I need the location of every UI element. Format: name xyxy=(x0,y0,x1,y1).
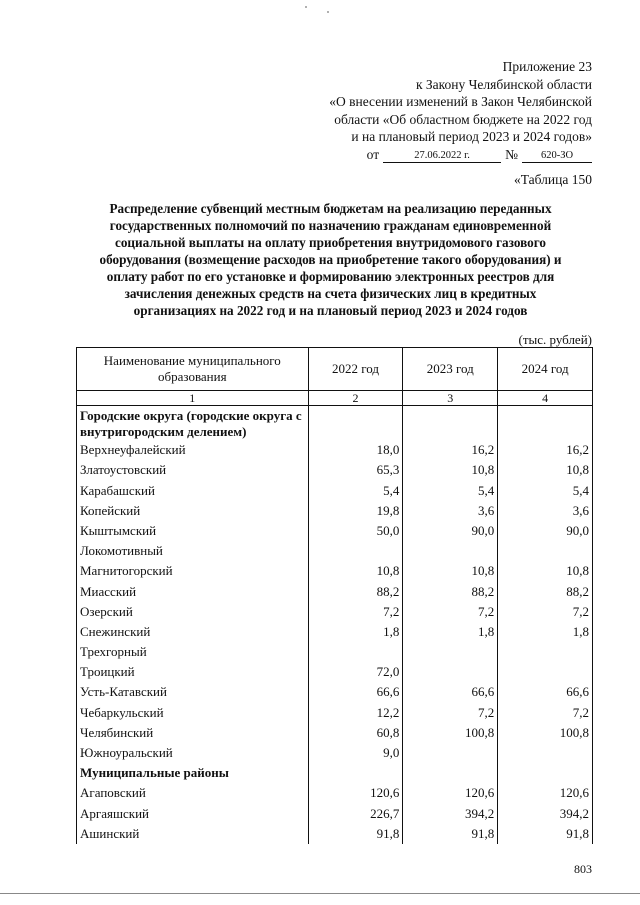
cell-municipality: Усть-Катавский xyxy=(77,682,309,702)
cell-2022: 65,3 xyxy=(308,460,403,480)
cell-2022: 7,2 xyxy=(308,602,403,622)
cell-2023: 90,0 xyxy=(403,521,498,541)
cell-2024 xyxy=(498,743,593,763)
cell-2023: 88,2 xyxy=(403,581,498,601)
cell-2023: 10,8 xyxy=(403,460,498,480)
cell-municipality: Трехгорный xyxy=(77,642,309,662)
appendix-line-1: Приложение 23 xyxy=(502,59,592,74)
appendix-line-5: и на плановый период 2023 и 2024 годов» xyxy=(351,129,592,144)
cell-2024 xyxy=(498,763,593,783)
cell-2024: 10,8 xyxy=(498,460,593,480)
cell-2024: 91,8 xyxy=(498,824,593,844)
cell-2024: 88,2 xyxy=(498,581,593,601)
cell-municipality: Чебаркульский xyxy=(77,702,309,722)
appendix-header xyxy=(232,58,592,163)
table-row xyxy=(77,581,593,601)
column-number-3: 3 xyxy=(403,391,498,406)
column-number-row xyxy=(77,391,593,406)
cell-2023: 7,2 xyxy=(403,602,498,622)
cell-municipality: Магнитогорский xyxy=(77,561,309,581)
subsidy-table xyxy=(76,347,593,844)
cell-municipality: Верхнеуфалейский xyxy=(77,440,309,460)
table-row xyxy=(77,743,593,763)
cell-2023: 10,8 xyxy=(403,561,498,581)
cell-2024: 16,2 xyxy=(498,440,593,460)
table-row xyxy=(77,480,593,500)
page-number: 803 xyxy=(574,862,592,876)
cell-2024 xyxy=(498,406,593,441)
column-header-name: Наименование муниципального образования xyxy=(77,348,309,391)
table-row xyxy=(77,460,593,480)
cell-2023 xyxy=(403,662,498,682)
scan-artifact xyxy=(327,11,329,13)
cell-2022: 9,0 xyxy=(308,743,403,763)
cell-2024: 7,2 xyxy=(498,602,593,622)
cell-2023 xyxy=(403,541,498,561)
cell-2024 xyxy=(498,642,593,662)
cell-municipality: Троицкий xyxy=(77,662,309,682)
cell-2023: 100,8 xyxy=(403,723,498,743)
cell-2024: 66,6 xyxy=(498,682,593,702)
table-row xyxy=(77,783,593,803)
column-header-2023: 2023 год xyxy=(403,348,498,391)
cell-2023: 91,8 xyxy=(403,824,498,844)
table-row xyxy=(77,662,593,682)
law-date: 27.06.2022 г. xyxy=(383,149,501,163)
cell-2022 xyxy=(308,406,403,441)
cell-2024: 3,6 xyxy=(498,501,593,521)
cell-2022: 60,8 xyxy=(308,723,403,743)
cell-municipality: Копейский xyxy=(77,501,309,521)
section-row xyxy=(77,406,593,441)
cell-2022: 18,0 xyxy=(308,440,403,460)
cell-2024: 100,8 xyxy=(498,723,593,743)
cell-2023: 120,6 xyxy=(403,783,498,803)
table-row xyxy=(77,440,593,460)
table-row xyxy=(77,561,593,581)
column-number-2: 2 xyxy=(308,391,403,406)
cell-2024: 1,8 xyxy=(498,622,593,642)
cell-2023: 3,6 xyxy=(403,501,498,521)
cell-2023: 16,2 xyxy=(403,440,498,460)
cell-2024: 90,0 xyxy=(498,521,593,541)
law-number: 620-ЗО xyxy=(522,149,592,163)
cell-municipality: Городские округа (городские округа с внутригородским делением) xyxy=(77,406,309,441)
cell-2024 xyxy=(498,541,593,561)
cell-2023: 5,4 xyxy=(403,480,498,500)
cell-2024: 5,4 xyxy=(498,480,593,500)
cell-2022: 1,8 xyxy=(308,622,403,642)
cell-2023: 66,6 xyxy=(403,682,498,702)
cell-2023: 7,2 xyxy=(403,702,498,722)
cell-2023 xyxy=(403,642,498,662)
scan-bottom-edge xyxy=(0,893,640,894)
cell-2022: 88,2 xyxy=(308,581,403,601)
cell-municipality: Златоустовский xyxy=(77,460,309,480)
cell-2024 xyxy=(498,662,593,682)
table-header-row xyxy=(77,348,593,391)
table-row xyxy=(77,642,593,662)
table-row xyxy=(77,521,593,541)
cell-2022 xyxy=(308,541,403,561)
cell-2023: 394,2 xyxy=(403,803,498,823)
cell-2022 xyxy=(308,763,403,783)
cell-2022: 12,2 xyxy=(308,702,403,722)
cell-2023 xyxy=(403,763,498,783)
cell-municipality: Миасский xyxy=(77,581,309,601)
column-header-2022: 2022 год xyxy=(308,348,403,391)
table-label: «Таблица 150 xyxy=(514,172,592,187)
document-title: Распределение субвенций местным бюджетам на реализацию переданных государственных полномочий по назначению гражданам единовременной социальной выплаты на оплату приобретения внутридомового газового оборудования (возмещение расходов на приобретение такого оборудования) и оплату работ по его установке и формированию электронных реестров для зачисления денежных средств на счета физических лиц в кредитных организациях на 2022 год и на плановый период 2023 и 2024 годов xyxy=(99,201,562,318)
cell-municipality: Кыштымский xyxy=(77,521,309,541)
law-signature-row xyxy=(232,146,592,164)
table-row xyxy=(77,824,593,844)
cell-municipality: Челябинский xyxy=(77,723,309,743)
cell-2024: 394,2 xyxy=(498,803,593,823)
cell-2022: 19,8 xyxy=(308,501,403,521)
table-row xyxy=(77,622,593,642)
cell-2022 xyxy=(308,642,403,662)
cell-2023 xyxy=(403,743,498,763)
table-row xyxy=(77,803,593,823)
cell-municipality: Муниципальные районы xyxy=(77,763,309,783)
cell-municipality: Карабашский xyxy=(77,480,309,500)
cell-municipality: Агаповский xyxy=(77,783,309,803)
cell-2023 xyxy=(403,406,498,441)
column-number-1: 1 xyxy=(77,391,309,406)
appendix-line-4: области «Об областном бюджете на 2022 год xyxy=(334,111,592,127)
column-header-2024: 2024 год xyxy=(498,348,593,391)
cell-municipality: Ашинский xyxy=(77,824,309,844)
cell-2023: 1,8 xyxy=(403,622,498,642)
from-label: от xyxy=(366,146,380,162)
cell-municipality: Южноуральский xyxy=(77,743,309,763)
table-row xyxy=(77,702,593,722)
appendix-line-3: «О внесении изменений в Закон Челябинской xyxy=(329,94,592,109)
table-row xyxy=(77,723,593,743)
table-body xyxy=(77,406,593,844)
cell-2022: 10,8 xyxy=(308,561,403,581)
cell-municipality: Озерский xyxy=(77,602,309,622)
cell-2022: 50,0 xyxy=(308,521,403,541)
cell-2022: 226,7 xyxy=(308,803,403,823)
units-label: (тыс. рублей) xyxy=(518,332,592,347)
cell-2022: 5,4 xyxy=(308,480,403,500)
cell-municipality: Аргаяшский xyxy=(77,803,309,823)
scan-artifact xyxy=(305,6,307,8)
cell-2022: 66,6 xyxy=(308,682,403,702)
cell-2022: 91,8 xyxy=(308,824,403,844)
cell-municipality: Снежинский xyxy=(77,622,309,642)
cell-2024: 120,6 xyxy=(498,783,593,803)
table-row xyxy=(77,541,593,561)
cell-municipality: Локомотивный xyxy=(77,541,309,561)
appendix-line-2: к Закону Челябинской области xyxy=(415,76,592,92)
cell-2022: 72,0 xyxy=(308,662,403,682)
number-label: № xyxy=(505,146,518,162)
table-row xyxy=(77,501,593,521)
cell-2024: 10,8 xyxy=(498,561,593,581)
cell-2024: 7,2 xyxy=(498,702,593,722)
table-row xyxy=(77,682,593,702)
table-row xyxy=(77,602,593,622)
cell-2022: 120,6 xyxy=(308,783,403,803)
section-row xyxy=(77,763,593,783)
column-number-4: 4 xyxy=(498,391,593,406)
